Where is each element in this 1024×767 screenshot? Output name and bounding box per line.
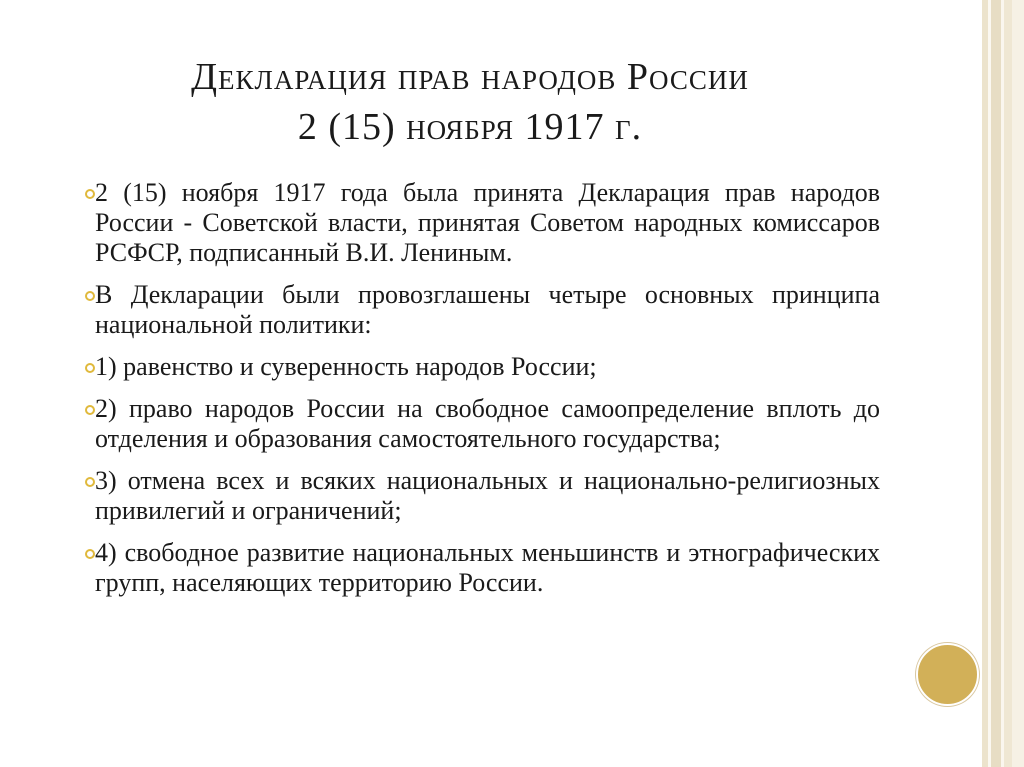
bullet-item [95,178,880,268]
bullet-item [95,280,880,340]
ring-bullet-icon [85,189,95,199]
slide-title [40,52,900,152]
bullet-text: В Декларации были провозглашены четыре основных принципа национальной политики: [95,280,880,339]
bullet-item [95,394,880,454]
ring-bullet-icon [85,291,95,301]
bullet-text: 1) равенство и суверенность народов России; [95,352,597,381]
title-line-2: 2 (15) ноября 1917 г. [297,106,643,148]
bullet-item [95,538,880,598]
title-line-1: Декларация прав народов России [191,56,749,98]
bullet-text: 2 (15) ноября 1917 года была принята Декларация прав народов России - Советской власти, принятая Советом народных комиссаров РСФСР, подписанный В.И. Лениным. [95,178,880,267]
ring-bullet-icon [85,405,95,415]
ring-bullet-icon [85,363,95,373]
bullet-text: 3) отмена всех и всяких национальных и национально-религиозных привилегий и ограничений; [95,466,880,525]
bullet-item [95,466,880,526]
ring-bullet-icon [85,549,95,559]
bullet-text: 2) право народов России на свободное самоопределение вплоть до отделения и образования самостоятельного государства; [95,394,880,453]
decorative-circle-icon [916,643,979,706]
bullet-item [95,352,880,382]
bullet-list [95,178,880,610]
ring-bullet-icon [85,477,95,487]
bullet-text: 4) свободное развитие национальных меньшинств и этнографических групп, населяющих территорию России. [95,538,880,597]
decorative-stripes [982,0,1024,767]
